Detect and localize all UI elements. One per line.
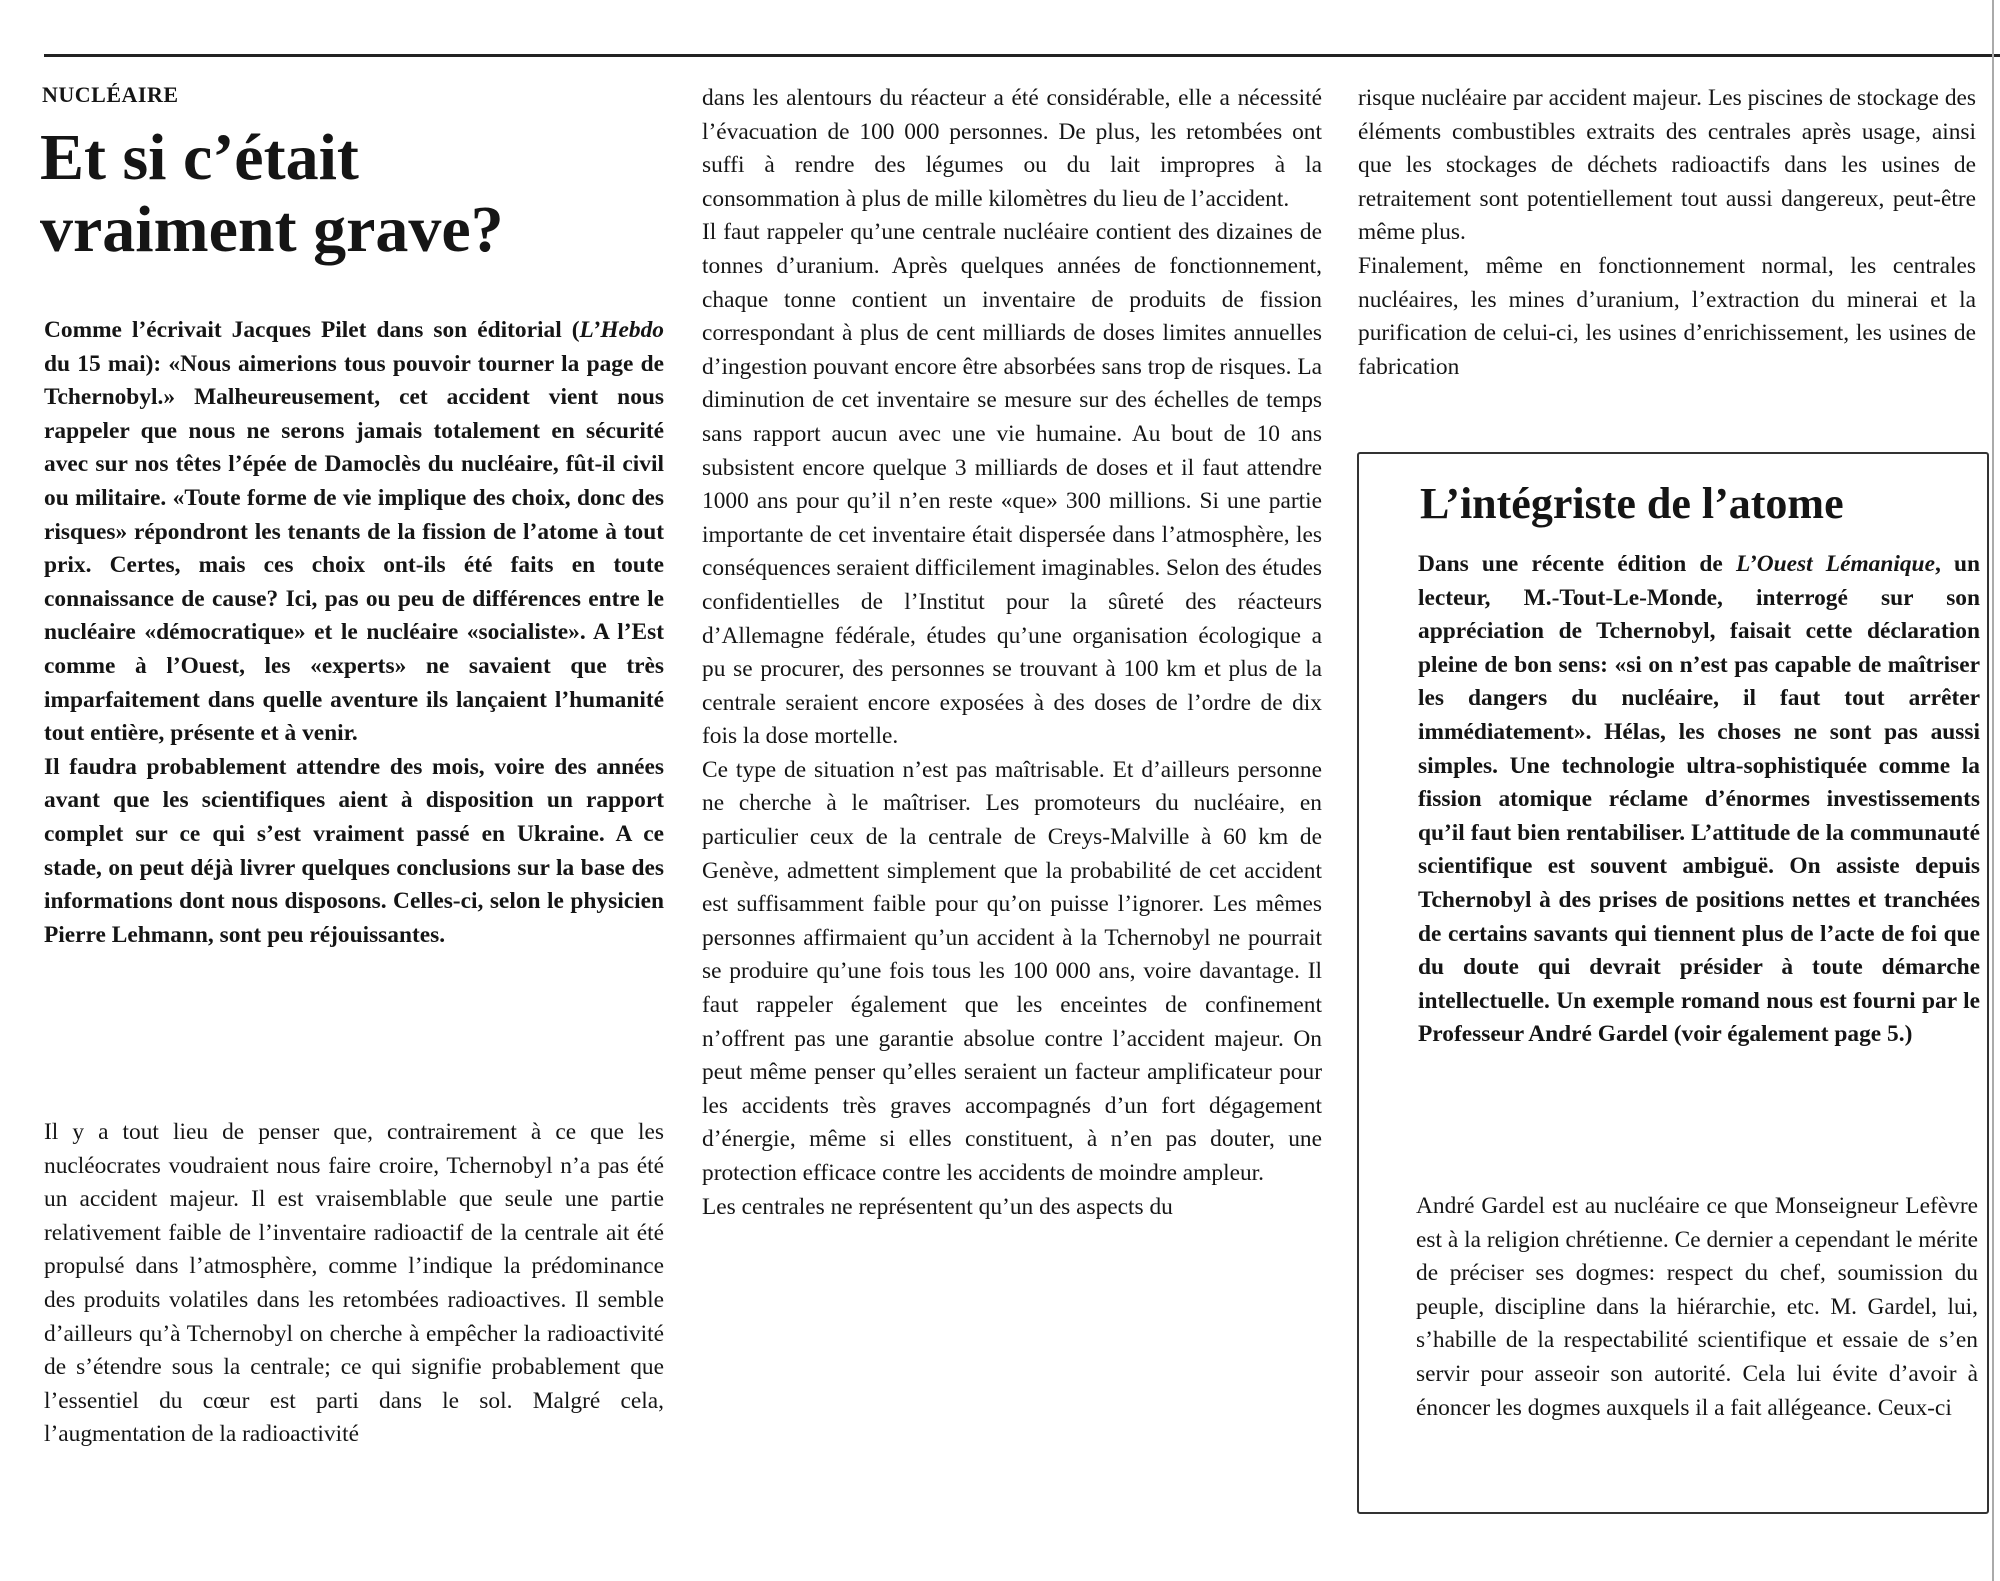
lead-intro: Comme l’écrivait Jacques Pilet dans son éditorial ( [44, 317, 580, 343]
headline-line-2: vraiment grave? [40, 193, 504, 266]
lead-rest: du 15 mai): «Nous aimerions tous pouvoir tourner la page de Tchernobyl.» Malheureusement, cet accident vient nous rappeler que nous ne serons jamais totalement en sécurité avec sur nos têtes l’épée de Damoclès du nucléaire, fût-il civil ou militaire. «Toute forme de vie implique des choix, donc des risques» répondront les tenants de la fission de l’atome à tout prix. Certes, mais ces choix ont-ils été faits en toute connaissance de cause? Ici, pas ou peu de différences entre le nucléaire «démocratique» et le nucléaire «socialiste». A l’Est comme à l’Ouest, les «experts» ne savaient que très imparfaitement dans quelle aventure ils lançaient l’humanité tout entière, présente et à venir. [44, 350, 664, 747]
lead-paragraph-2: Il faudra probablement attendre des mois, voire des années avant que les scientifiques aient à disposition un rapport complet sur ce qui s’est vraiment passé en Ukraine. A ce stade, on peut déjà livrer quelques conclusions sur la base des informations dont nous disposons. Celles-ci, selon le physicien Pierre Lehmann, sont peu réjouissantes. [44, 753, 664, 948]
body-paragraph: Il y a tout lieu de penser que, contrairement à ce que les nucléocrates voudraient nous faire croire, Tchernobyl n’a pas été un accident majeur. Il est vraisemblable que seule une partie relativement faible de l’inventaire radioactif de la centrale ait été propulsé dans l’atmosphère, comme l’indique la prédominance des produits volatiles dans les retombées radioactives. Il semble d’ailleurs qu’à Tchernobyl on cherche à empêcher la radioactivité de s’étendre sous la centrale; ce qui signifie probablement que l’essentiel du cœur est parti dans le sol. Malgré cela, l’augmentation de la radioactivité [44, 1119, 664, 1448]
sidebar-body-paragraph: André Gardel est au nucléaire ce que Monseigneur Lefèvre est à la religion chrétienne. Ce dernier a cependant le mérite de préciser ses dogmes: respect du chef, soumission du peuple, discipline dans la hiérarchie, etc. M. Gardel, lui, s’habille de la respectabilité scientifique et essaie de s’en servir pour asseoir son autorité. Cela lui évite d’avoir à énoncer les dogmes auxquels il a fait allégeance. Ceux-ci [1416, 1193, 1978, 1421]
sidebar-lead [1418, 548, 1980, 1052]
sidebar-lead-rest: , un lecteur, M.-Tout-Le-Monde, interrogé sur son appréciation de Tchernobyl, faisait cette déclaration pleine de bon sens: «si on n’est pas capable de maîtriser les dangers du nucléaire, il faut tout arrêter immédiatement». Hélas, les choses ne sont pas aussi simples. Une technologie ultra-sophistiquée comme la fission atomique réclame d’énormes investissements qu’il faut bien rentabiliser. L’attitude de la communauté scientifique est souvent ambiguë. On assiste depuis Tchernobyl à des prises de positions nettes et tranchées de certains savants qui tiennent plus de l’acte de foi que du doute qui devrait présider à toute démarche intellectuelle. Un exemple romand nous est fourni par le Professeur André Gardel (voir également page 5.) [1418, 551, 1980, 1048]
column-2 [702, 82, 1322, 1224]
sidebar-title: L’intégriste de l’atome [1420, 479, 1844, 528]
col2-paragraph-4: Les centrales ne représentent qu’un des aspects du [702, 1193, 1173, 1220]
headline [40, 122, 680, 266]
top-rule [44, 54, 2000, 57]
col2-paragraph-2: Il faut rappeler qu’une centrale nucléaire contient des dizaines de tonnes d’uranium. Après quelques années de fonctionnement, chaque tonne contient un inventaire de produits de fission correspondant à plus de cent milliards de doses limites annuelles d’ingestion pouvant encore être absorbées sans trop de risques. La diminution de cet inventaire se mesure sur des échelles de temps sans rapport aucun avec une vie humaine. Au bout de 10 ans subsistent encore quelque 3 milliards de doses et il faut attendre 1000 ans pour qu’il n’en reste «que» 300 millions. Si une partie importante de cet inventaire était dispersée dans l’atmosphère, les conséquences seraient difficilement imaginables. Selon des études confidentielles de l’Institut pour la sûreté des réacteurs d’Allemagne fédérale, études qu’une organisation écologique a pu se procurer, des personnes se trouvant à 100 km et plus de la centrale seraient encore exposées à des doses de l’ordre de dix fois la dose mortelle. [702, 219, 1322, 750]
sidebar-lead-paragraph [1418, 548, 1980, 1052]
column-1-body [44, 1116, 664, 1452]
col3-paragraph-1: risque nucléaire par accident majeur. Les piscines de stockage des éléments combustibles extraits des centrales après usage, ainsi que les stockages de déchets radioactifs dans les usines de retraitement sont potentiellement tout aussi dangereux, peut-être même plus. [1358, 85, 1976, 246]
column-3 [1358, 82, 1976, 384]
section-kicker: NUCLÉAIRE [42, 82, 179, 107]
column-1 [44, 314, 664, 952]
sidebar-lead-source: L’Ouest Lémanique [1735, 551, 1935, 577]
col3-paragraph-2: Finalement, même en fonctionnement normal, les centrales nucléaires, les mines d’uranium, l’extraction du minerai et la purification de celui-ci, les usines d’enrichissement, les usines de fabrication [1358, 252, 1976, 380]
col2-paragraph-1: dans les alentours du réacteur a été considérable, elle a nécessité l’évacuation de 100 000 personnes. De plus, les retombées ont suffi à rendre des légumes ou du lait impropres à la consommation à plus de mille kilomètres du lieu de l’accident. [702, 85, 1322, 212]
sidebar-lead-pre: Dans une récente édition de [1418, 551, 1736, 577]
lead-source: L’Hebdo [579, 317, 664, 343]
col2-paragraph-3: Ce type de situation n’est pas maîtrisable. Et d’ailleurs personne ne cherche à le maîtriser. Les promoteurs du nucléaire, en particulier ceux de la centrale de Creys-Malville à 60 km de Genève, admettent simplement que la probabilité de cet accident est suffisamment faible pour qu’on puisse l’ignorer. Les mêmes personnes affirmaient qu’un accident à la Tchernobyl ne pourrait se produire qu’une fois tous les 100 000 ans, voire davantage. Il faut rappeler également que les enceintes de confinement n’offrent pas une garantie absolue contre l’accident majeur. On peut même penser qu’elles seraient un facteur amplificateur pour les accidents très graves accompagnés d’un fort dégagement d’énergie, même si elles constituent, à n’en pas douter, une protection efficace contre les accidents de moindre ampleur. [702, 756, 1322, 1186]
sidebar-body [1416, 1190, 1978, 1425]
lead-paragraph-1 [44, 314, 664, 751]
headline-line-1: Et si c’était [40, 121, 359, 194]
page-edge [1992, 0, 1994, 1581]
